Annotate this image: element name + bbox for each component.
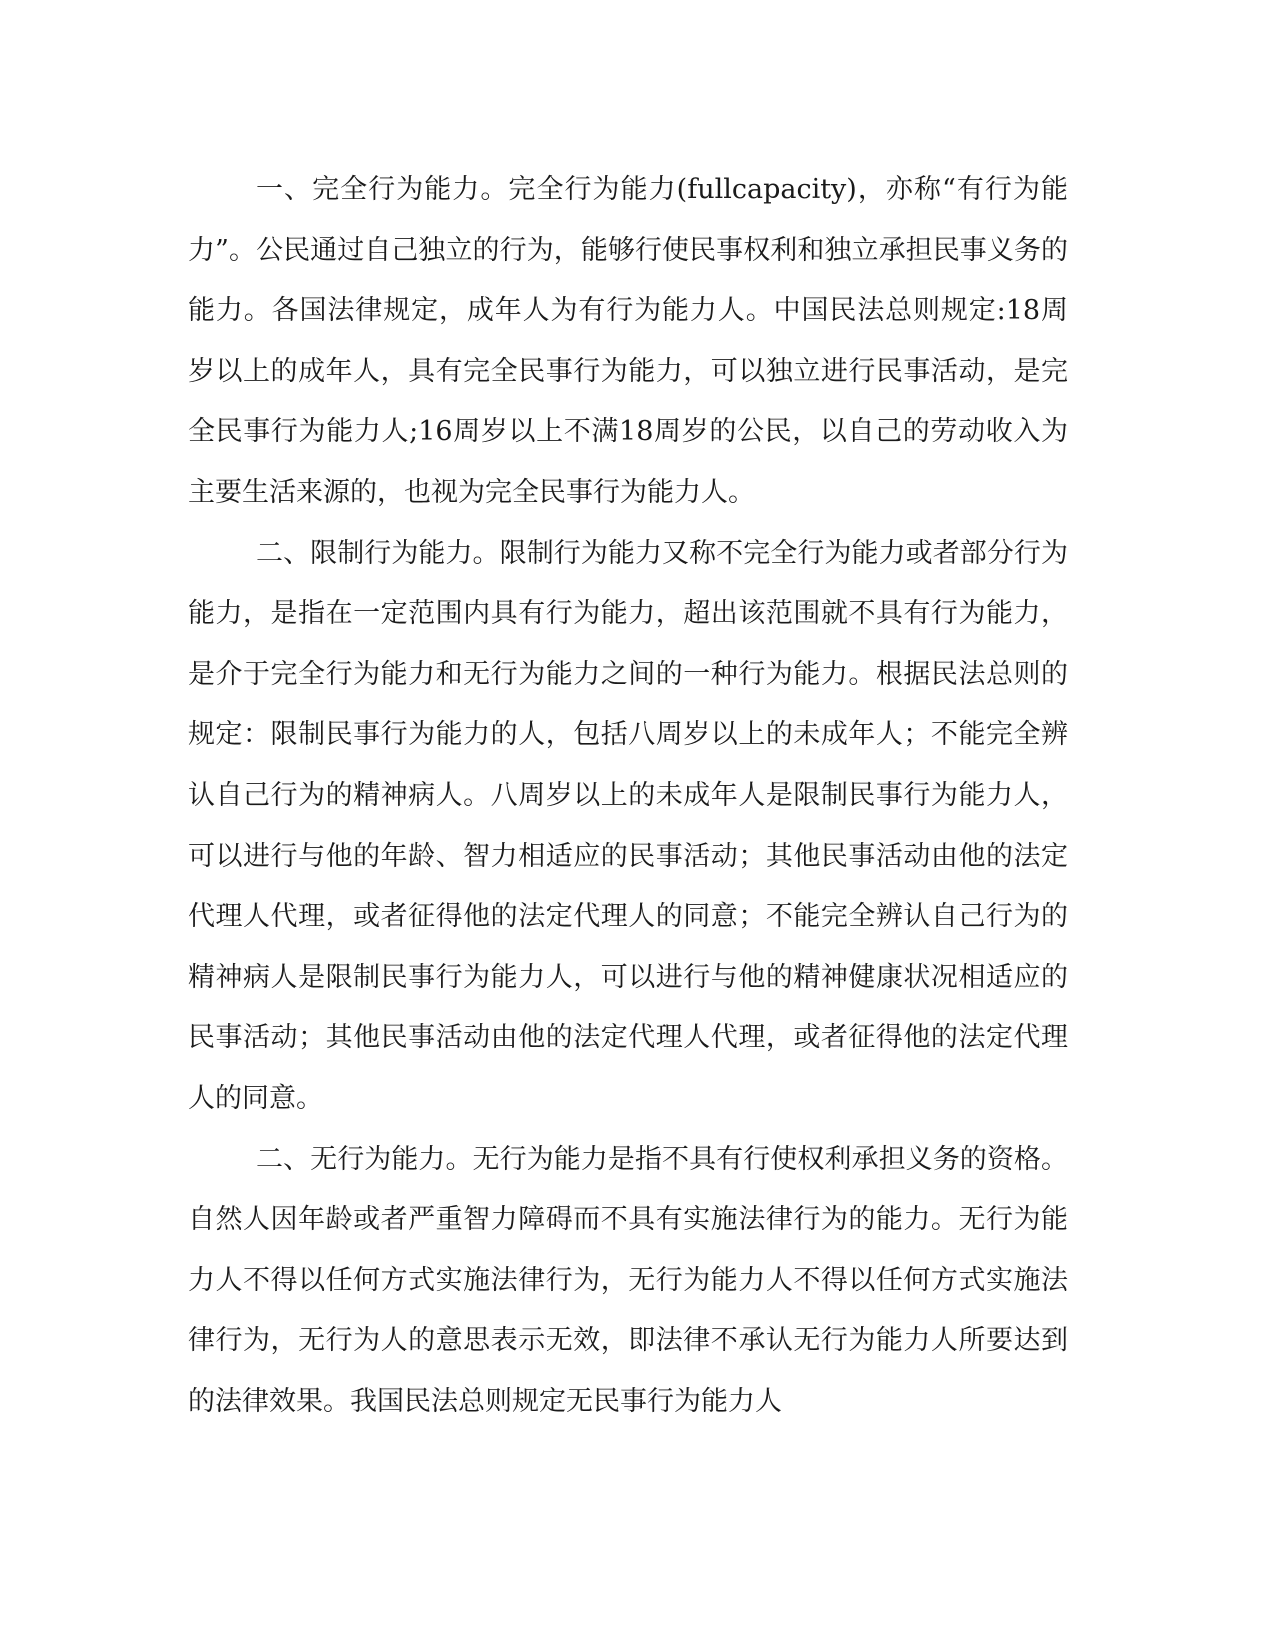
- paragraph-no-capacity: 二、无行为能力。无行为能力是指不具有行使权利承担义务的资格。自然人因年龄或者严重智力障碍而不具有实施法律行为的能力。无行为能力人不得以任何方式实施法律行为，无行为能力人不得以任何方式实施法律行为，无行为人的意思表示无效，即法律不承认无行为能力人所要达到的法律效果。我国民法总则规定无民事行为能力人: [188, 1143, 1068, 1417]
- paragraph-limited-capacity: 二、限制行为能力。限制行为能力又称不完全行为能力或者部分行为能力，是指在一定范围内具有行为能力，超出该范围就不具有行为能力，是介于完全行为能力和无行为能力之间的一种行为能力。根据民法总则的规定：限制民事行为能力的人，包括八周岁以上的未成年人；不能完全辨认自己行为的精神病人。八周岁以上的未成年人是限制民事行为能力人，可以进行与他的年龄、智力相适应的民事活动；其他民事活动由他的法定代理人代理，或者征得他的法定代理人的同意；不能完全辨认自己行为的精神病人是限制民事行为能力人，可以进行与他的精神健康状况相适应的民事活动；其他民事活动由他的法定代理人代理，或者征得他的法定代理人的同意。: [188, 537, 1068, 1114]
- document-body: [188, 160, 1068, 1432]
- paragraph-full-capacity: 一、完全行为能力。完全行为能力(fullcapacity)，亦称“有行为能力”。公民通过自己独立的行为，能够行使民事权利和独立承担民事义务的能力。各国法律规定，成年人为有行为能力人。中国民法总则规定:18周岁以上的成年人，具有完全民事行为能力，可以独立进行民事活动，是完全民事行为能力人;16周岁以上不满18周岁的公民，以自己的劳动收入为主要生活来源的，也视为完全民事行为能力人。: [188, 174, 1068, 508]
